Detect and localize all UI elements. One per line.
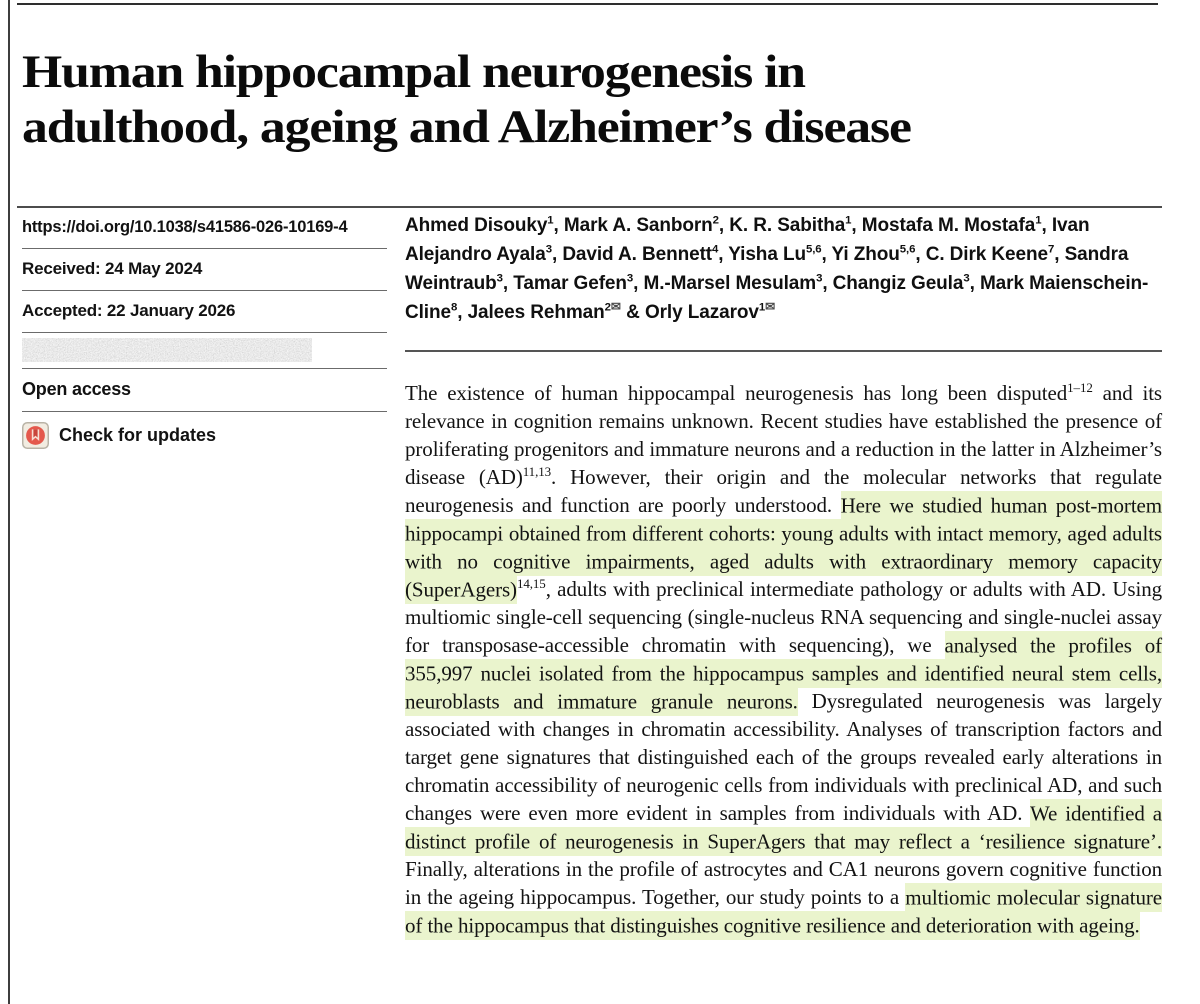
author-name: Changiz Geula$^3$ <box>832 272 970 294</box>
author-name: M.-Marsel Mesulam$^3$ <box>643 272 823 294</box>
received-date: Received: 24 May 2024 <box>22 249 387 291</box>
crossmark-icon <box>22 422 49 449</box>
page-edge-left <box>8 0 10 1004</box>
citation-ref[interactable]: 14,15 <box>516 576 546 591</box>
author-name: Tamar Gefen$^3$ <box>513 272 634 294</box>
doi-link[interactable]: https://doi.org/10.1038/s41586-026-10169-4 <box>22 208 387 249</box>
page-edge-top <box>17 3 1158 5</box>
accepted-date: Accepted: 22 January 2026 <box>22 291 387 333</box>
open-access-label: Open access <box>22 369 387 412</box>
abstract-segment: . However, their origin and the molecular networks that regulate neurogenesis and function are poorly understood. <box>405 465 1162 517</box>
abstract-segment: The existence of human hippocampal neurogenesis has long been disputed <box>405 381 1068 405</box>
corresponding-author-icon[interactable]: ✉ <box>765 299 776 314</box>
author-name: Mark A. Sanborn$^2$ <box>563 214 719 236</box>
author-list: Ahmed Disouky$^1$, Mark A. Sanborn$^2$, K. R. Sabitha$^1$, Mostafa M. Mostafa$^1$, Ivan Alejandro Ayala$^3$, David A. Bennett$^4$, Yisha Lu$^{5,6}$, Yi Zhou$^{5,6}$, C. Dirk Keene$^7$, Sandra Weintraub$^3$, Tamar Gefen$^3$, M.-Marsel Mesulam$^3$, Changiz Geula$^3$, Mark Maienschein-Cline$^8$, Jalees Rehman$^{2✉}$ & Orly Lazarov$^{1✉}$ <box>405 214 1149 323</box>
abstract-highlighted-segment: analysed the profiles of 355,997 nuclei isolated from the hippocampus samples and identified neural stem cells, neuroblasts and immature granule neurons. <box>405 631 1162 716</box>
article-metadata-panel <box>22 208 387 459</box>
check-for-updates-label: Check for updates <box>59 425 217 445</box>
abstract-segment: and its relevance in cognition remains unknown. Recent studies have established the presence of proliferating progenitors and immature neurons and a reduction in the latter in Alzheimer’s disease (AD) <box>405 381 1162 489</box>
author-name: Sandra Weintraub$^3$ <box>405 244 1129 294</box>
author-name: Ivan Alejandro Ayala$^3$ <box>405 215 1090 265</box>
article-title <box>22 45 1100 155</box>
author-name: Yisha Lu$^{5,6}$ <box>728 243 822 265</box>
author-name: Mostafa M. Mostafa$^1$ <box>861 214 1042 236</box>
author-name: Mark Maienschein-Cline$^8$ <box>405 273 1149 323</box>
abstract-segment: Dysregulated neurogenesis was largely associated with changes in chromatin accessibility. Analyses of transcription factors and target gene signatures that distinguished each of the groups revealed early alterations in chromatin accessibility of neurogenic cells from individuals with preclinical AD, and such changes were even more evident in samples from individuals with AD. <box>405 689 1162 825</box>
citation-ref[interactable]: 1–12 <box>1067 380 1093 395</box>
abstract-segment: , adults with preclinical intermediate pathology or adults with AD. Using multiomic single-cell sequencing (single-nucleus RNA sequencing and single-nuclei assay for transposase-accessible chromatin with sequencing), we <box>405 577 1162 657</box>
author-name: David A. Bennett$^4$ <box>562 243 719 265</box>
author-name: Ahmed Disouky$^1$ <box>405 214 554 236</box>
abstract-divider <box>405 350 1162 352</box>
article-title-line1: Human hippocampal neurogenesis in <box>22 46 805 99</box>
author-name: Yi Zhou$^{5,6}$ <box>831 243 916 265</box>
author-name: Jalees Rehman$^{2✉}$ <box>467 299 621 323</box>
abstract-highlighted-segment: multiomic molecular signature of the hippocampus that distinguishes cognitive resilience and deterioration with ageing. <box>405 883 1162 940</box>
abstract-highlighted-segment: We identified a distinct profile of neurogenesis in SuperAgers that may reflect a ‘resilience signature’. <box>405 799 1162 856</box>
corresponding-author-icon[interactable]: ✉ <box>610 299 621 314</box>
abstract-segment: Finally, alterations in the profile of astrocytes and CA1 neurons govern cognitive function in the ageing hippocampus. Together, our study points to a <box>405 857 1162 909</box>
citation-ref[interactable]: 11,13 <box>522 464 552 479</box>
abstract-highlighted-segment: Here we studied human post-mortem hippocampi obtained from different cohorts: young adults with intact memory, aged adults with no cognitive impairments, aged adults with extraordinary memory capacity (SuperAgers) <box>405 491 1162 604</box>
redacted-strip <box>22 338 312 362</box>
author-name: C. Dirk Keene$^7$ <box>925 243 1055 265</box>
article-title-line2: adulthood, ageing and Alzheimer’s disease <box>22 101 911 154</box>
abstract-paragraph <box>405 379 1162 939</box>
check-for-updates-button[interactable] <box>22 412 387 459</box>
author-name: K. R. Sabitha$^1$ <box>729 214 852 236</box>
redacted-published-date <box>22 333 387 369</box>
author-name: Orly Lazarov$^{1✉}$ <box>644 299 776 323</box>
